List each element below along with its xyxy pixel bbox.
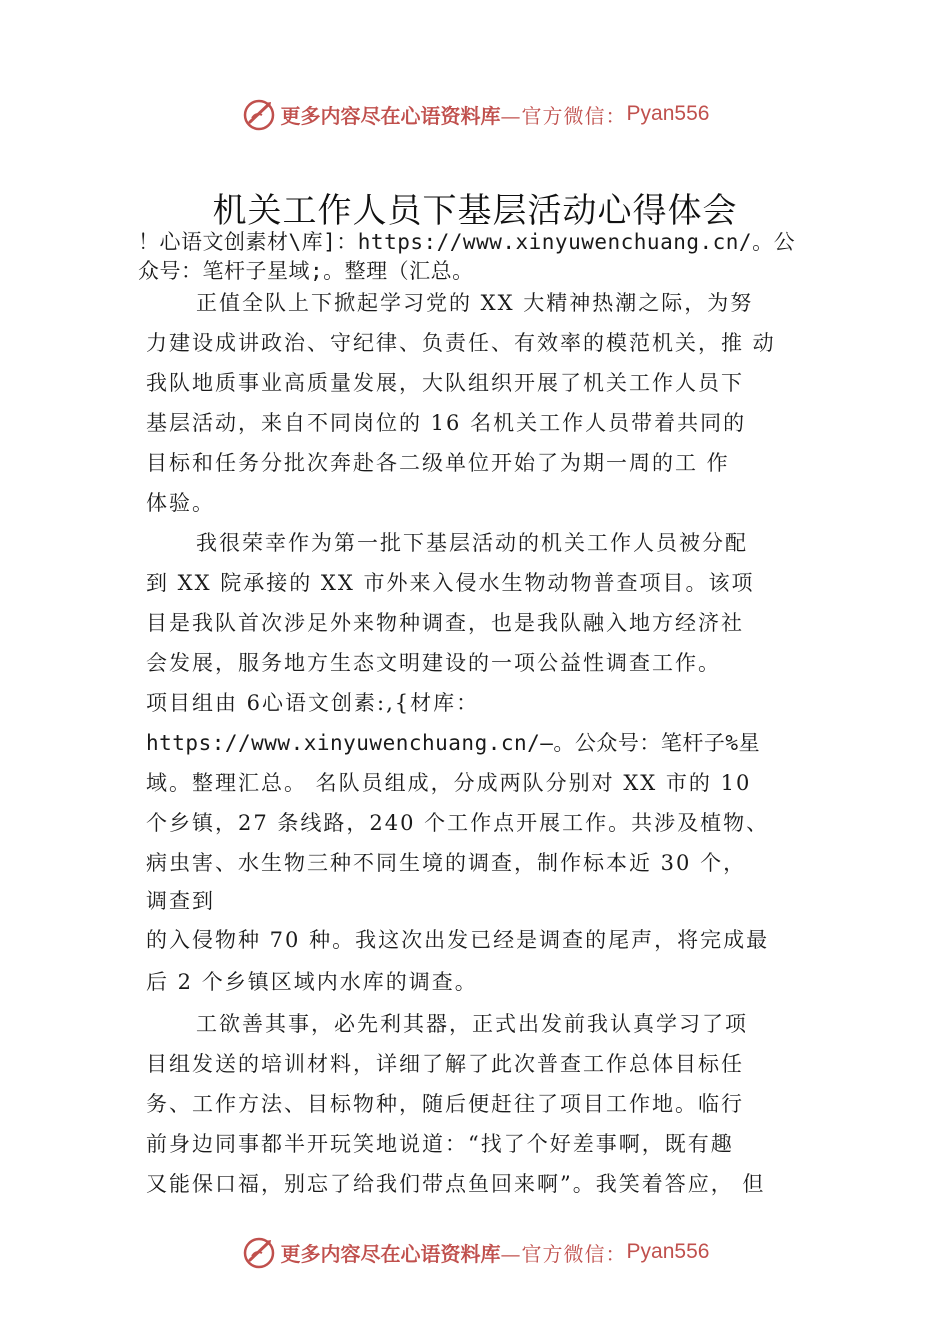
wechat-label: —官方微信： <box>500 1241 627 1266</box>
paragraph-2 <box>146 523 826 1003</box>
text-line: 目标和任务分批次奔赴各二级单位开始了为期一周的工 作 <box>146 451 730 475</box>
text-line: 我很荣幸作为第一批下基层活动的机关工作人员被分配 <box>196 531 748 555</box>
text-line: 调查到 <box>146 889 215 913</box>
text-line: 基层活动，来自不同岗位的 16 名机关工作人员带着共同的 <box>146 411 747 435</box>
text-line: 又能保口福，别忘了给我们带点鱼回来啊”。我笑着答应， 但 <box>146 1172 766 1196</box>
text-line: 到 XX 院承接的 XX 市外来入侵水生物动物普查项目。该项 <box>146 571 755 595</box>
text-line: 务、工作方法、目标物种，随后便赶往了项目工作地。临行 <box>146 1092 744 1116</box>
text-line: https://www.xinyuwenchuang.cn/—。公众号：笔杆子%星 <box>146 731 761 755</box>
text-line: 病虫害、水生物三种不同生境的调查，制作标本近 30 个， <box>146 851 747 875</box>
text-line: 项目组由 6心语文创素:,{材库： <box>146 691 480 715</box>
text-line: 体验。 <box>146 491 215 515</box>
text-line: 目是我队首次涉足外来物种调查，也是我队融入地方经济社 <box>146 611 744 635</box>
source-line: ！心语文创素材\库]：https://www.xinyuwenchuang.cn/。公 <box>138 230 796 254</box>
brand-text: 更多内容尽在心语资料库 <box>280 1241 501 1266</box>
brand-text: 更多内容尽在心语资料库 <box>280 103 501 128</box>
text-line: 的入侵物种 70 种。我这次出发已经是调查的尾声，将完成最 <box>146 928 770 952</box>
text-line: 域。整理汇总。 名队员组成，分成两队分别对 XX 市的 10 <box>146 771 752 795</box>
text-line: 前身边同事都半开玩笑地说道：“找了个好差事啊，既有趣 <box>146 1132 734 1156</box>
text-line: 工欲善其事，必先利其器，正式出发前我认真学习了项 <box>196 1012 748 1036</box>
text-line: 后 2 个乡镇区域内水库的调查。 <box>146 970 478 994</box>
document-title: 机关工作人员下基层活动心得体会 <box>212 191 738 231</box>
text-line: 会发展，服务地方生态文明建设的一项公益性调查工作。 <box>146 651 721 675</box>
wechat-label: —官方微信： <box>500 103 627 128</box>
text-line: 正值全队上下掀起学习党的 XX 大精神热潮之际，为努 <box>196 291 754 315</box>
text-line: 目组发送的培训材料，详细了解了此次普查工作总体目标任 <box>146 1052 744 1076</box>
header-banner <box>0 92 950 136</box>
source-note <box>138 228 828 286</box>
text-line: 个乡镇，27 条线路，240 个工作点开展工作。共涉及植物、 <box>146 811 770 835</box>
text-line: 我队地质事业高质量发展，大队组织开展了机关工作人员下 <box>146 371 744 395</box>
paragraph-3 <box>146 1004 826 1204</box>
wechat-id: Pyan556 <box>626 102 710 125</box>
paragraph-1 <box>146 283 826 523</box>
footer-banner <box>0 1230 950 1274</box>
brand-logo-icon <box>241 96 277 132</box>
brand-logo-icon <box>241 1234 277 1270</box>
source-line: 众号：笔杆子星域;。整理（汇总。 <box>138 259 474 283</box>
wechat-id: Pyan556 <box>626 1240 710 1263</box>
text-line: 力建设成讲政治、守纪律、负责任、有效率的模范机关，推 动 <box>146 331 776 355</box>
